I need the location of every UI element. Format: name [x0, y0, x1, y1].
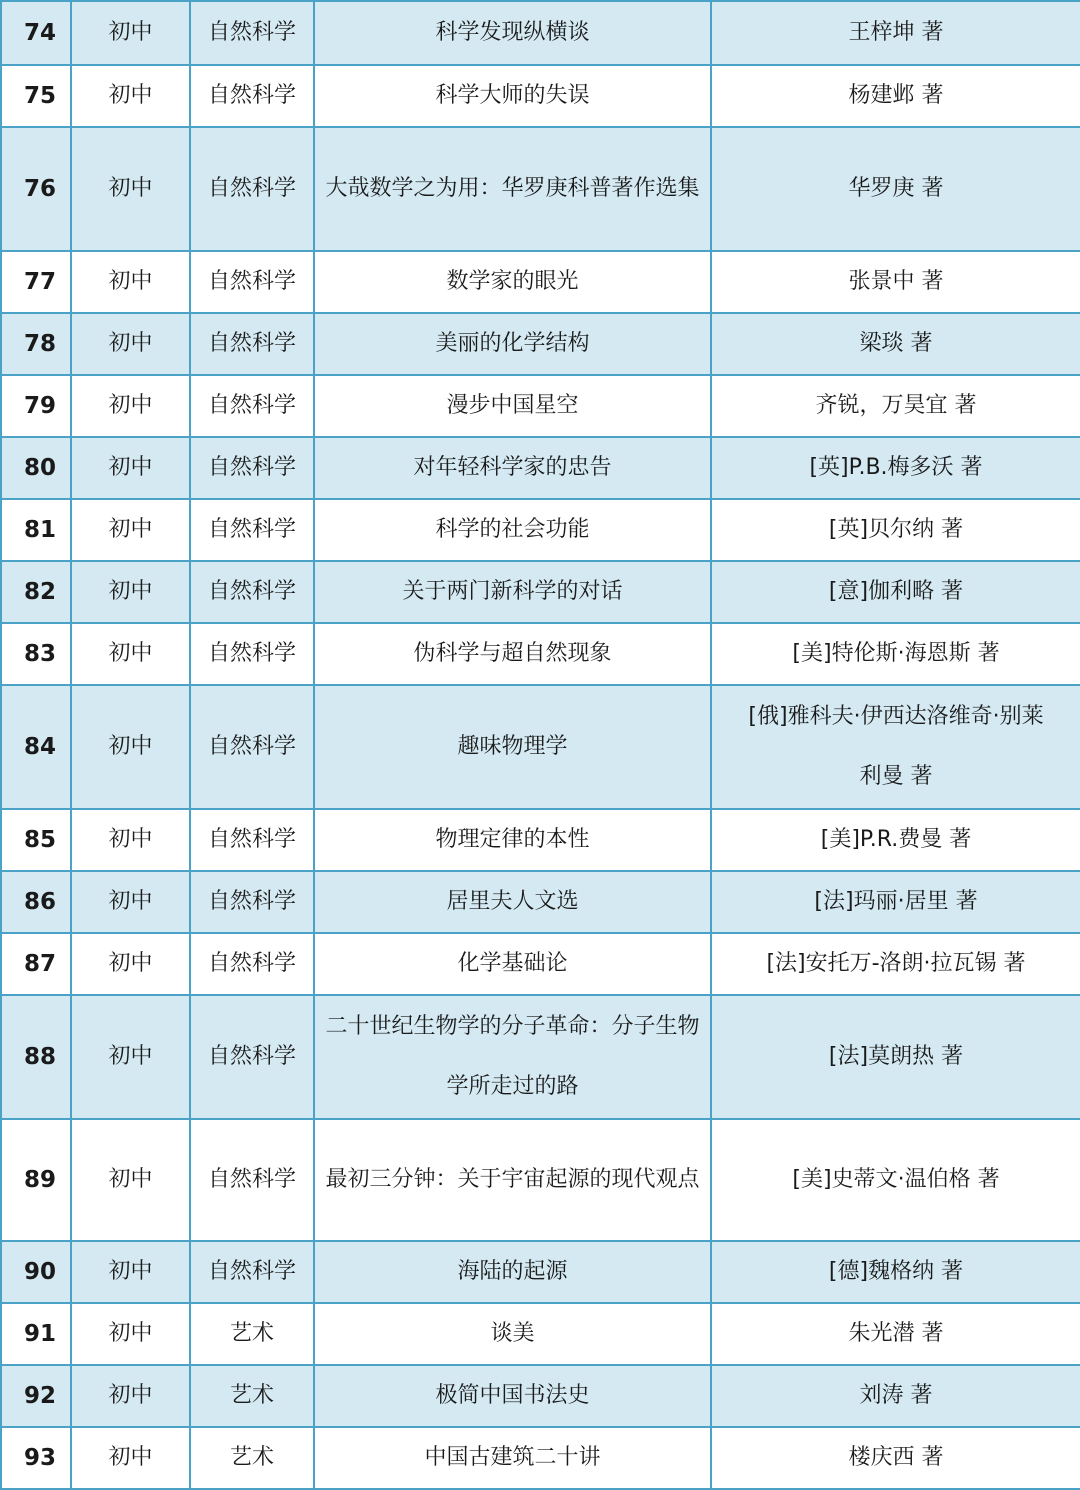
- table-row: [1, 871, 1080, 933]
- book-author: 刘涛 著: [711, 1365, 1080, 1427]
- book-author: [英]贝尔纳 著: [711, 499, 1080, 561]
- table-row: [1, 685, 1080, 809]
- book-author: 张景中 著: [711, 251, 1080, 313]
- category: 自然科学: [190, 623, 314, 685]
- book-author: [英]P.B.梅多沃 著: [711, 437, 1080, 499]
- table-row: [1, 1241, 1080, 1303]
- category: 自然科学: [190, 1241, 314, 1303]
- book-title: 关于两门新科学的对话: [314, 561, 711, 623]
- row-number: 85: [1, 809, 71, 871]
- school-level: 初中: [71, 1241, 190, 1303]
- row-number: 84: [1, 685, 71, 809]
- book-title: 漫步中国星空: [314, 375, 711, 437]
- school-level: 初中: [71, 685, 190, 809]
- category: 自然科学: [190, 1119, 314, 1241]
- school-level: 初中: [71, 809, 190, 871]
- table-row: [1, 995, 1080, 1119]
- table-row: [1, 623, 1080, 685]
- school-level: 初中: [71, 871, 190, 933]
- row-number: 87: [1, 933, 71, 995]
- school-level: 初中: [71, 1303, 190, 1365]
- table-row: [1, 499, 1080, 561]
- book-title: 趣味物理学: [314, 685, 711, 809]
- table-row: [1, 437, 1080, 499]
- book-author: [意]伽利略 著: [711, 561, 1080, 623]
- school-level: 初中: [71, 561, 190, 623]
- book-author: [俄]雅科夫·伊西达洛维奇·别莱利曼 著: [711, 685, 1080, 809]
- school-level: 初中: [71, 1427, 190, 1489]
- school-level: 初中: [71, 933, 190, 995]
- book-title: 科学发现纵横谈: [314, 1, 711, 65]
- category: 自然科学: [190, 437, 314, 499]
- table-row: [1, 1119, 1080, 1241]
- book-author: 梁琰 著: [711, 313, 1080, 375]
- category: 艺术: [190, 1303, 314, 1365]
- book-title: 二十世纪生物学的分子革命：分子生物学所走过的路: [314, 995, 711, 1119]
- row-number: 90: [1, 1241, 71, 1303]
- row-number: 74: [1, 1, 71, 65]
- book-title: 谈美: [314, 1303, 711, 1365]
- table-row: [1, 1303, 1080, 1365]
- school-level: 初中: [71, 437, 190, 499]
- row-number: 86: [1, 871, 71, 933]
- row-number: 92: [1, 1365, 71, 1427]
- category: 自然科学: [190, 499, 314, 561]
- book-author: [法]玛丽·居里 著: [711, 871, 1080, 933]
- category: 自然科学: [190, 127, 314, 251]
- book-title: 大哉数学之为用：华罗庚科普著作选集: [314, 127, 711, 251]
- school-level: 初中: [71, 127, 190, 251]
- book-author: 华罗庚 著: [711, 127, 1080, 251]
- school-level: 初中: [71, 375, 190, 437]
- row-number: 83: [1, 623, 71, 685]
- book-title: 极简中国书法史: [314, 1365, 711, 1427]
- school-level: 初中: [71, 313, 190, 375]
- category: 自然科学: [190, 871, 314, 933]
- book-author: [法]莫朗热 著: [711, 995, 1080, 1119]
- row-number: 93: [1, 1427, 71, 1489]
- table-row: [1, 1427, 1080, 1489]
- book-title: 物理定律的本性: [314, 809, 711, 871]
- category: 艺术: [190, 1365, 314, 1427]
- table-row: [1, 313, 1080, 375]
- row-number: 76: [1, 127, 71, 251]
- school-level: 初中: [71, 1119, 190, 1241]
- book-title: 海陆的起源: [314, 1241, 711, 1303]
- row-number: 80: [1, 437, 71, 499]
- row-number: 88: [1, 995, 71, 1119]
- book-title: 对年轻科学家的忠告: [314, 437, 711, 499]
- table-row: [1, 1, 1080, 65]
- category: 自然科学: [190, 561, 314, 623]
- school-level: 初中: [71, 623, 190, 685]
- row-number: 79: [1, 375, 71, 437]
- book-author: [美]特伦斯·海恩斯 著: [711, 623, 1080, 685]
- school-level: 初中: [71, 65, 190, 127]
- book-author: [美]史蒂文·温伯格 著: [711, 1119, 1080, 1241]
- school-level: 初中: [71, 499, 190, 561]
- book-title: 居里夫人文选: [314, 871, 711, 933]
- book-title: 科学的社会功能: [314, 499, 711, 561]
- category: 自然科学: [190, 375, 314, 437]
- book-title: 伪科学与超自然现象: [314, 623, 711, 685]
- table-row: [1, 809, 1080, 871]
- book-author: 齐锐，万昊宜 著: [711, 375, 1080, 437]
- row-number: 77: [1, 251, 71, 313]
- book-author: [德]魏格纳 著: [711, 1241, 1080, 1303]
- book-title: 化学基础论: [314, 933, 711, 995]
- category: 自然科学: [190, 685, 314, 809]
- row-number: 75: [1, 65, 71, 127]
- school-level: 初中: [71, 1365, 190, 1427]
- book-author: 王梓坤 著: [711, 1, 1080, 65]
- row-number: 89: [1, 1119, 71, 1241]
- row-number: 78: [1, 313, 71, 375]
- table-row: [1, 127, 1080, 251]
- category: 自然科学: [190, 65, 314, 127]
- book-title: 中国古建筑二十讲: [314, 1427, 711, 1489]
- book-title: 数学家的眼光: [314, 251, 711, 313]
- category: 自然科学: [190, 995, 314, 1119]
- book-author: 杨建邺 著: [711, 65, 1080, 127]
- book-title: 科学大师的失误: [314, 65, 711, 127]
- category: 自然科学: [190, 313, 314, 375]
- book-author: 朱光潜 著: [711, 1303, 1080, 1365]
- table-row: [1, 1365, 1080, 1427]
- school-level: 初中: [71, 1, 190, 65]
- book-author: 楼庆西 著: [711, 1427, 1080, 1489]
- book-title: 美丽的化学结构: [314, 313, 711, 375]
- category: 自然科学: [190, 251, 314, 313]
- table-row: [1, 375, 1080, 437]
- school-level: 初中: [71, 251, 190, 313]
- table-row: [1, 251, 1080, 313]
- table-row: [1, 933, 1080, 995]
- book-title: 最初三分钟：关于宇宙起源的现代观点: [314, 1119, 711, 1241]
- row-number: 81: [1, 499, 71, 561]
- book-author: [美]P.R.费曼 著: [711, 809, 1080, 871]
- school-level: 初中: [71, 995, 190, 1119]
- category: 艺术: [190, 1427, 314, 1489]
- row-number: 82: [1, 561, 71, 623]
- category: 自然科学: [190, 933, 314, 995]
- table-row: [1, 561, 1080, 623]
- row-number: 91: [1, 1303, 71, 1365]
- category: 自然科学: [190, 1, 314, 65]
- book-rows: [1, 1, 1080, 1489]
- book-author: [法]安托万-洛朗·拉瓦锡 著: [711, 933, 1080, 995]
- table-row: [1, 65, 1080, 127]
- category: 自然科学: [190, 809, 314, 871]
